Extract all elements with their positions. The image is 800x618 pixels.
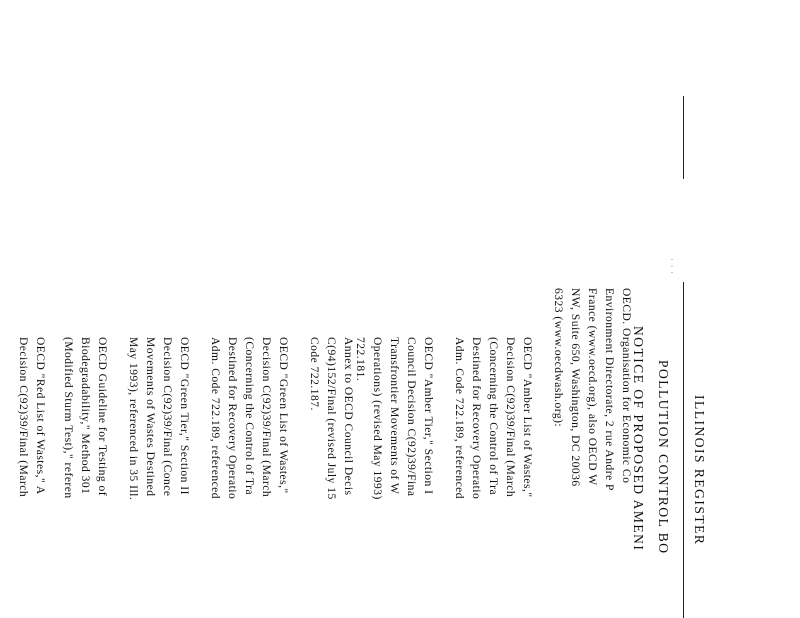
body-line: OECD "Amber List of Wastes," [521,337,533,498]
body-line: OECD. Organisation for Economic Co [620,288,632,484]
body-line: Decision C(92)39/Final (Conce [161,337,173,497]
body-line: Destined for Recovery Operatio [470,337,482,500]
body-line: (Concerning the Control of Tra [487,337,499,496]
body-line: Adm. Code 722.189, referenced [209,337,221,500]
separator-dots: · · · [667,258,676,275]
body-line: OECD "Green Tier," Section II [178,337,190,495]
body-line: C(94)152/Final (revised July 15 [325,337,337,500]
body-line: Environment Directorate, 2 rue Andre P [603,288,615,491]
notice-heading: NOTICE OF PROPOSED AMENI [631,326,646,552]
register-title: ILLINOIS REGISTER [692,395,707,546]
header-rule-upper [683,96,684,179]
body-line: 722.181. [354,337,366,382]
body-line: Annex to OECD Council Decis [342,337,354,496]
body-line: OECD Guideline for Testing of [96,337,108,497]
body-line: Operations) (revised May 1993) [371,337,383,500]
body-line: 6323 (www.oecdwash.org): [552,288,564,428]
body-line: (Modified Sturm Test)," referen [62,337,74,499]
body-line: May 1993), referenced in 35 Ill. [127,337,139,501]
body-line: Decision C(92)39/Final (March [504,337,516,498]
body-line: OECD "Amber Tier," Section I [422,337,434,495]
body-line: Code 722.187. [308,337,320,411]
body-line: Destined for Recovery Operatio [226,337,238,500]
body-line: Council Decision C(92)39/Fina [405,337,417,497]
body-line: OECD "Red List of Wastes," A [34,337,46,495]
body-line: NW, Suite 650, Washington, DC 20036 [569,288,581,487]
body-line: France (www.oecd.org), also OECD W [586,288,598,486]
body-line: OECD "Green List of Wastes," [277,337,289,494]
body-line: Decision C(92)39/Final (March [260,337,272,498]
body-line: Biodegradability," Method 301 [79,337,91,495]
body-line: Transfrontier Movements of W [388,337,400,495]
body-line: Decision C(92)39/Final (March [17,337,29,498]
body-line: Movements of Wastes Destined [144,337,156,497]
body-line: Adm. Code 722.189, referenced [453,337,465,500]
header-rule-lower [683,282,684,618]
body-line: (Concerning the Control of Tra [243,337,255,496]
agency-name: POLLUTION CONTROL BO [656,360,671,555]
